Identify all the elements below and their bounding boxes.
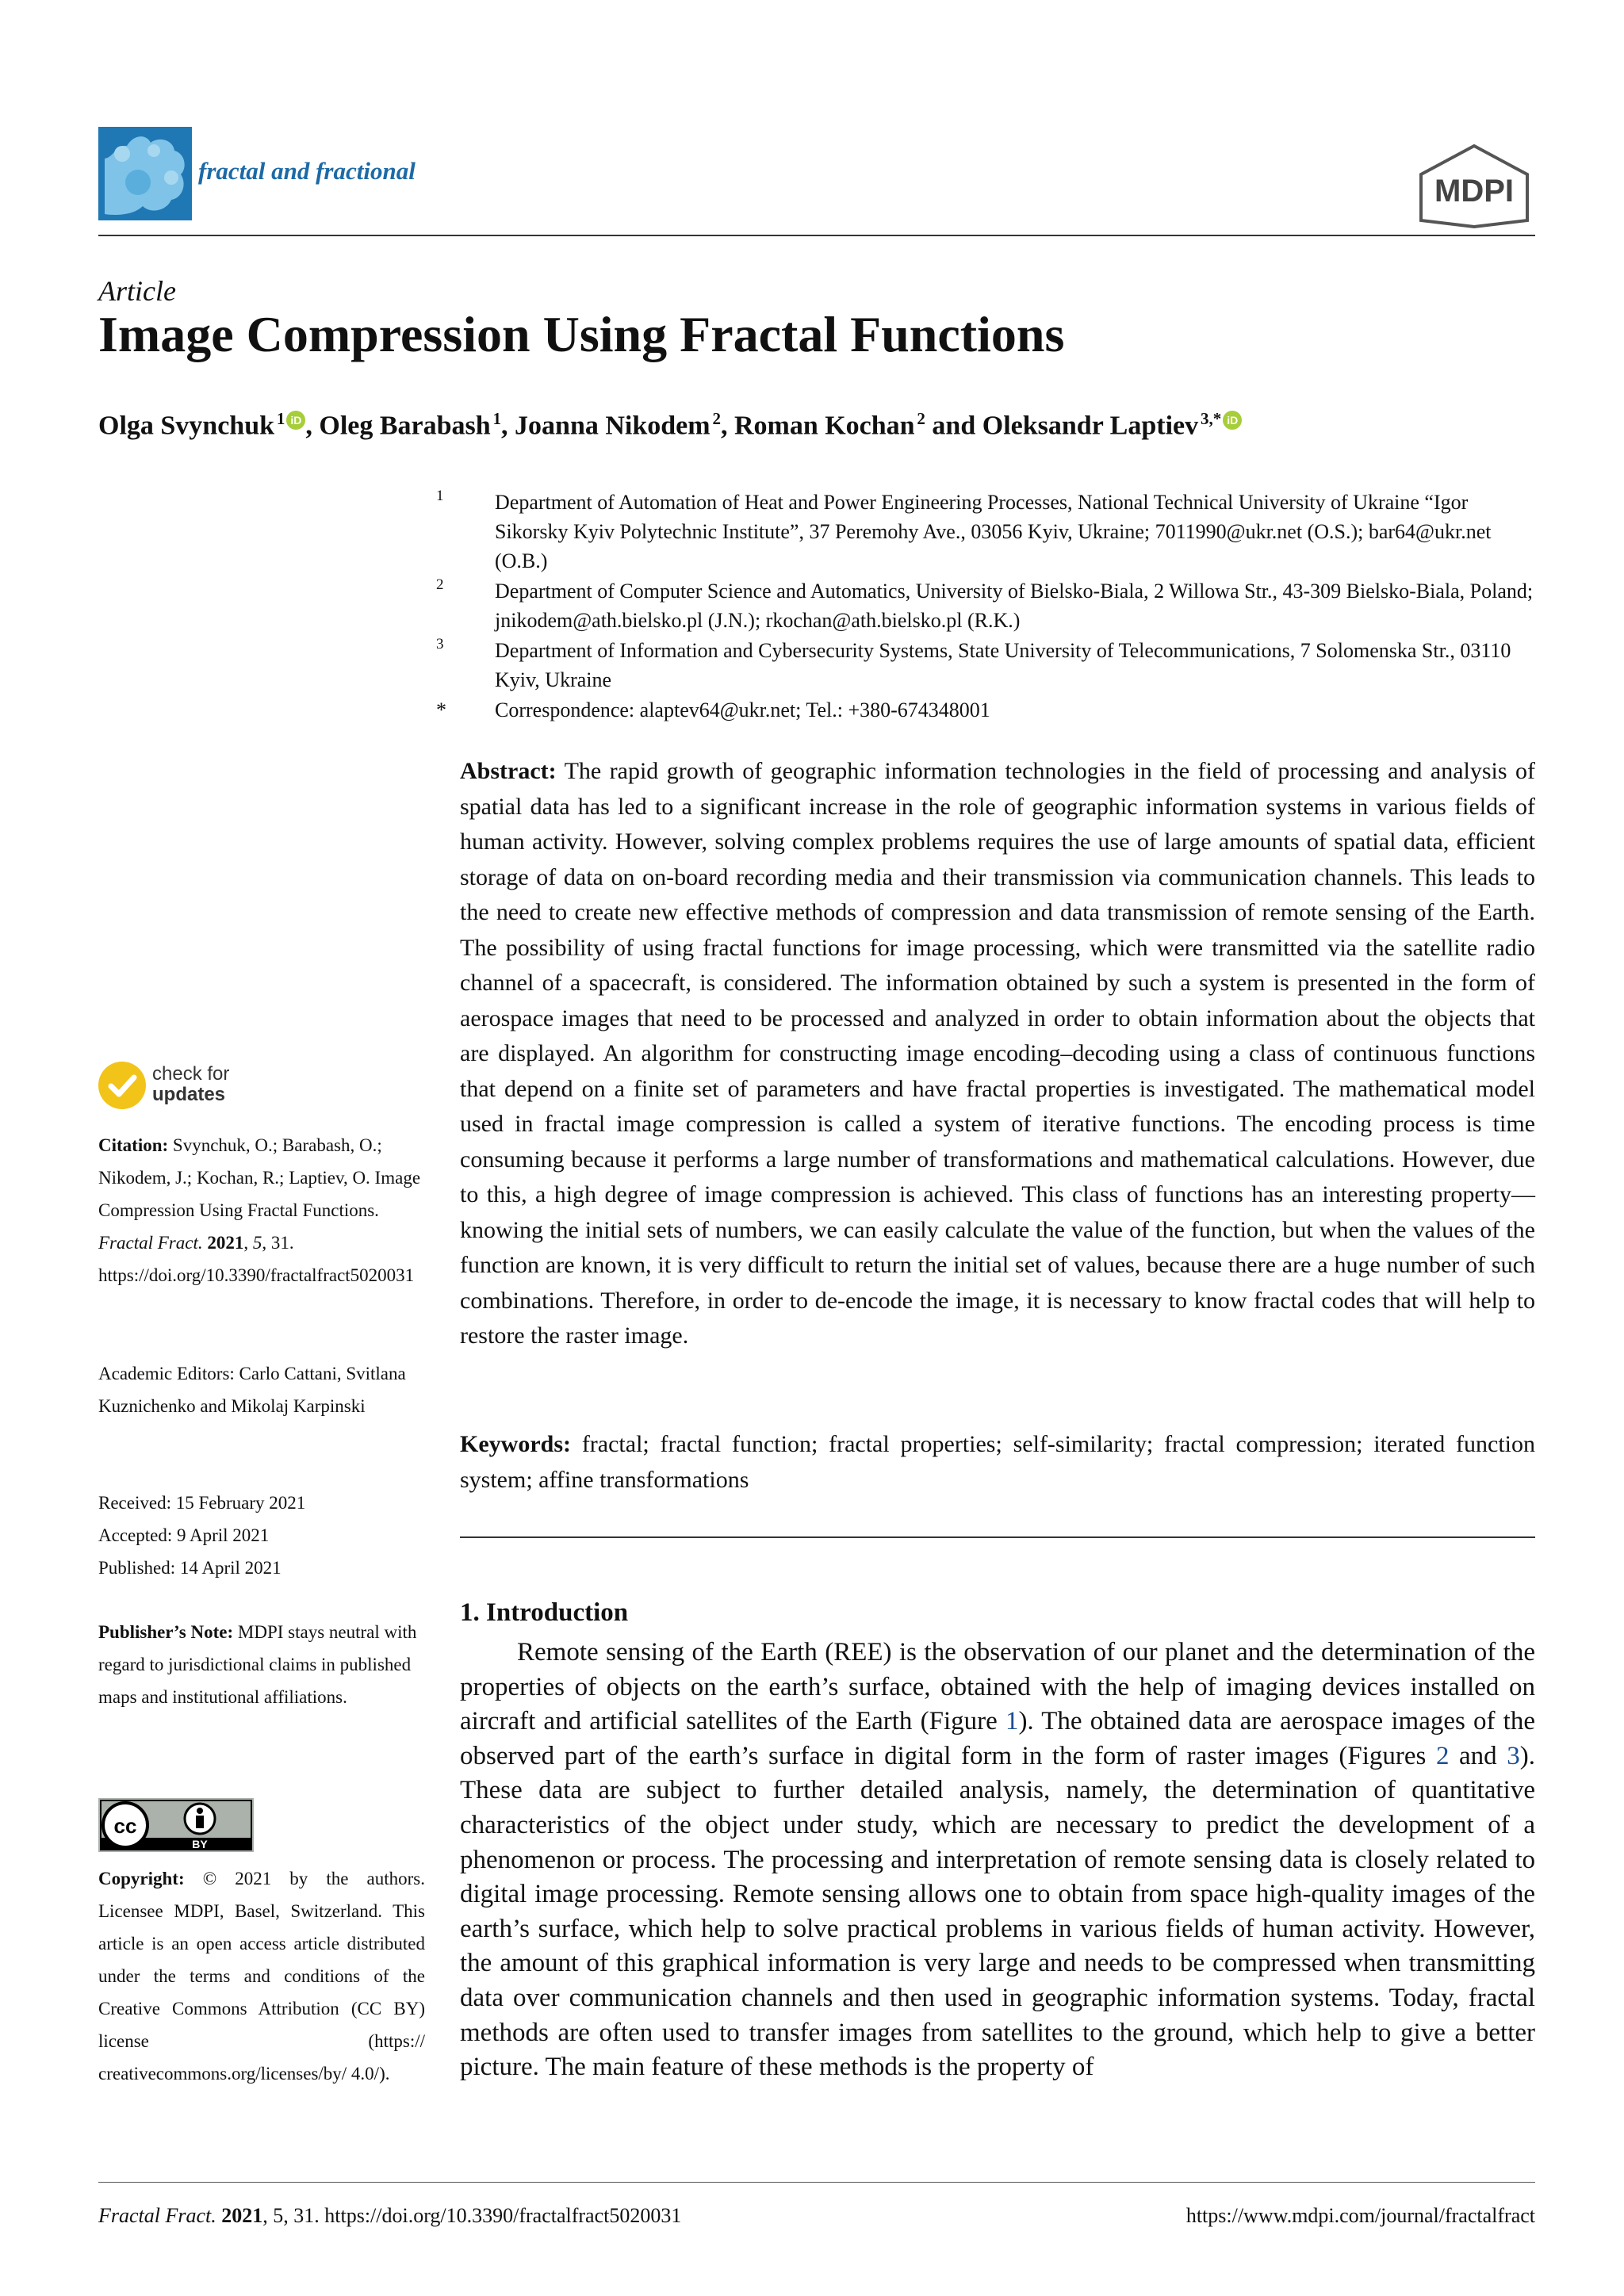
affiliation <box>436 576 1538 635</box>
journal-name[interactable]: fractal and fractional <box>198 157 416 185</box>
footer-rule <box>98 2182 1535 2183</box>
affiliation-text: Department of Computer Science and Automatics, University of Bielsko-Biala, 2 Willowa Str., 43-309 Bielsko-Biala, Poland; jnikodem@ath.bielsko.pl (J.N.); rkochan@ath.bielsko.pl (R.K.) <box>495 580 1534 632</box>
correspondence-mark: * <box>436 698 446 721</box>
affiliation-mark: 2 <box>436 576 444 593</box>
intro-paragraph: Remote sensing of the Earth (REE) is the observation of our planet and the determination of the properties of objects on the earth’s surface, obtained with the help of imaging devices installed on aircraft and artificial satellites of the Earth (Figure 1). The obtained data are aerospace images of the observed part of the earth’s surface in digital form in the form of raster images (Figures 2 and 3). These data are subject to further detailed analysis, namely, the determination of quantitative characteristics of the object under study, which are necessary to predict the development of a phenomenon or process. The processing and interpretation of remote sensing data is closely related to digital image processing. Remote sensing allows one to obtain from space high-quality images of the earth’s surface, which help to solve practical problems in various fields of human activity. However, the amount of this graphical information is very large and needs to be compressed when transmitting data over communication channels and then used in geographic information systems. Today, fractal methods are often used to transfer images from satellites to the ground, which help to give a better picture. The main feature of these methods is the property of <box>460 1638 1535 2082</box>
svg-text:MDPI: MDPI <box>1434 174 1514 209</box>
published-date: Published: 14 April 2021 <box>98 1558 282 1578</box>
copyright-notice: Copyright: © 2021 by the authors. Licensee MDPI, Basel, Switzerland. This article is an open access article distributed under the terms and conditions of the Creative Commons Attribution (CC BY) license (https:// creativecommons.org/licenses/by/ 4.0/). <box>98 1869 425 2084</box>
citation: Citation: Svynchuk, O.; Barabash, O.; Nikodem, J.; Kochan, R.; Laptiev, O. Image Compression Using Fractal Functions. Fractal Fract. 2021, 5, 31. https://doi.org/10.3390/fractalfract5020031 <box>98 1135 421 1285</box>
correspondence <box>436 695 1538 725</box>
journal-logo <box>98 127 192 220</box>
figure-link[interactable]: 2 <box>1435 1741 1450 1770</box>
affiliation-mark: 1 <box>436 488 444 504</box>
updates-label: updates <box>152 1084 226 1105</box>
accepted-date: Accepted: 9 April 2021 <box>98 1525 270 1545</box>
keywords <box>460 1427 1535 1498</box>
keywords-label: Keywords: <box>460 1431 571 1457</box>
check-icon <box>98 1062 146 1109</box>
article-type: Article <box>98 275 176 307</box>
cc-by-license-badge[interactable] <box>98 1798 254 1852</box>
separator-rule <box>460 1536 1535 1538</box>
header-rule <box>98 235 1535 236</box>
footer-citation: Fractal Fract. 2021, 5, 31. https://doi.org/10.3390/fractalfract5020031 <box>98 2204 682 2227</box>
correspondence-text: Correspondence: alaptev64@ukr.net; Tel.: +380-674348001 <box>495 698 990 721</box>
affiliation-text: Department of Automation of Heat and Power Engineering Processes, National Technical University of Ukraine “Igor Sikorsky Kyiv Polytechnic Institute”, 37 Peremohy Ave., 03056 Kyiv, Ukraine; 7011990@ukr.net (O.S.); bar64@ukr.net (O.B.) <box>495 491 1492 572</box>
section-heading: 1. Introduction <box>460 1598 629 1627</box>
publisher-note: Publisher’s Note: MDPI stays neutral with regard to jurisdictional claims in published maps and institutional affiliations. <box>98 1622 417 1707</box>
author-name: Oleksandr Laptiev <box>982 411 1199 441</box>
abstract-label: Abstract: <box>460 758 557 784</box>
affiliation <box>436 636 1538 695</box>
academic-editors: Academic Editors: Carlo Cattani, Svitlana Kuznichenko and Mikolaj Karpinski <box>98 1364 406 1416</box>
figure-link[interactable]: 3 <box>1507 1741 1520 1770</box>
author-affiliation-mark: 3,* <box>1200 409 1222 428</box>
author-name: Roman Kochan <box>733 411 915 441</box>
check-label: check for <box>152 1063 230 1085</box>
abstract <box>460 754 1535 1354</box>
affiliation-mark: 3 <box>436 636 444 652</box>
svg-text:BY: BY <box>192 1838 208 1850</box>
author-affiliation-mark: 2 <box>917 409 925 428</box>
orcid-icon[interactable]: iD <box>286 411 305 430</box>
journal-url[interactable]: https://www.mdpi.com/journal/fractalfract <box>1185 2204 1535 2227</box>
affiliation-text: Department of Information and Cybersecurity Systems, State University of Telecommunications, 7 Solomenska Str., 03110 Kyiv, Ukraine <box>495 639 1511 691</box>
mdpi-logo[interactable] <box>1415 143 1534 230</box>
author-name: Olga Svynchuk <box>98 411 275 441</box>
article-title: Image Compression Using Fractal Functions <box>98 306 1065 362</box>
author-affiliation-mark: 1 <box>276 409 285 428</box>
keywords-text: fractal; fractal function; fractal properties; self-similarity; fractal compression; iterated function system; affine transformations <box>460 1431 1535 1493</box>
orcid-icon[interactable]: iD <box>1223 411 1242 430</box>
author-name: Joanna Nikodem <box>515 411 710 441</box>
author-affiliation-mark: 1 <box>492 409 502 428</box>
received-date: Received: 15 February 2021 <box>98 1493 306 1513</box>
svg-text:cc: cc <box>113 1814 137 1838</box>
affiliation <box>436 488 1538 576</box>
author-list: Olga Svynchuk $^1$ iD , Oleg Barabash $^1$, Joanna Nikodem $^2$, Roman Kochan $^2$ and Oleksandr Laptiev $^{3,*}$ iD <box>98 409 1242 441</box>
figure-link[interactable]: 1 <box>1005 1707 1019 1736</box>
citation-label: Citation: <box>98 1135 169 1155</box>
author-affiliation-mark: 2 <box>712 409 721 428</box>
abstract-text: The rapid growth of geographic information technologies in the field of processing and analysis of spatial data has led to a significant increase in the role of geographic information systems in various fields of human activity. However, solving complex problems requires the use of large amounts of spatial data, efficient storage of data on on-board recording media and their transmission via communication channels. This leads to the need to create new effective methods of compression and data transmission of remote sensing of the Earth. The possibility of using fractal functions for image processing, which were transmitted via the satellite radio channel of a spacecraft, is considered. The information obtained by such a system is presented in the form of aerospace images that need to be processed and analyzed in order to obtain information about the objects that are displayed. An algorithm for constructing image encoding–decoding using a class of continuous functions that depend on a finite set of parameters and have fractal properties is investigated. The mathematical model used in fractal image compression is called a system of iterative functions. The encoding process is time consuming because it performs a large number of transformations and mathematical calculations. However, due to this, a high degree of image compression is achieved. This class of functions has an interesting property—knowing the initial sets of numbers, we can easily calculate the value of the function, but when the values of the function are known, it is very difficult to return the initial set of values, because there are a huge number of such combinations. Therefore, in order to de-encode the image, it is necessary to know fractal codes that will help to restore the raster image. <box>460 758 1535 1349</box>
author-name: Oleg Barabash <box>319 411 491 441</box>
